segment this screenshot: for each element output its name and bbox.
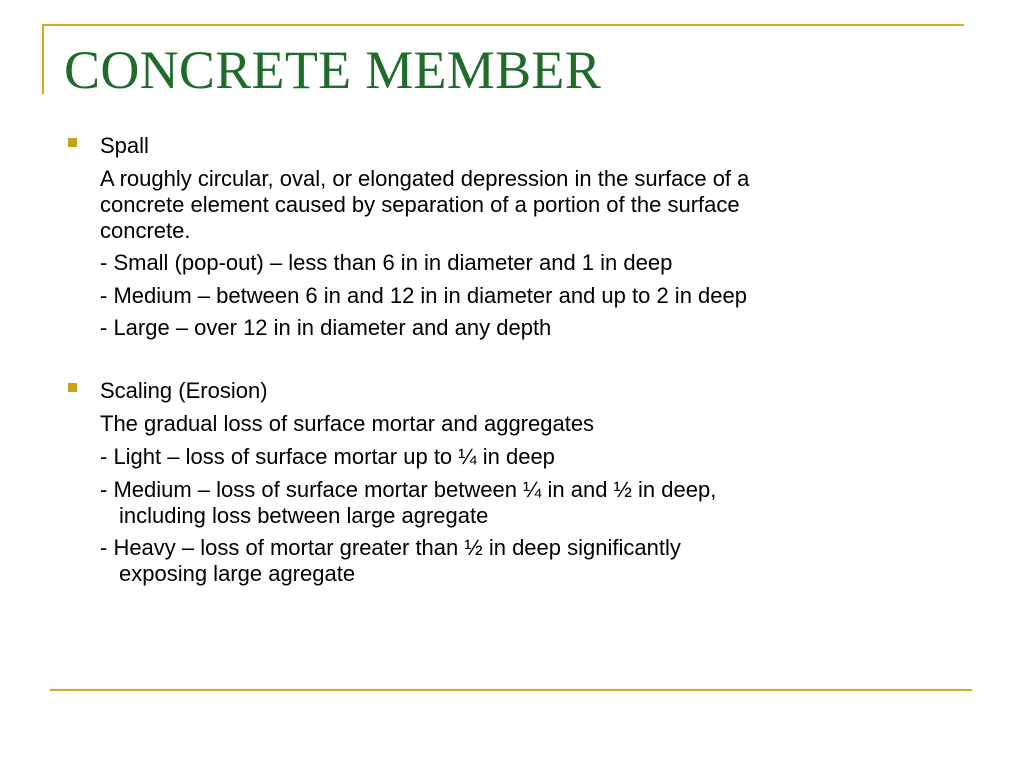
spall-definition-line: concrete element caused by separation of a portion of the surface bbox=[100, 192, 740, 217]
scaling-item-heavy-continued: exposing large agregate bbox=[119, 561, 356, 586]
section-heading-scaling: Scaling (Erosion) bbox=[100, 378, 268, 403]
spall-item-medium: - Medium – between 6 in and 12 in in diameter and up to 2 in deep bbox=[100, 283, 747, 308]
square-bullet-icon bbox=[68, 383, 77, 392]
spall-definition-line: A roughly circular, oval, or elongated depression in the surface of a bbox=[100, 166, 750, 191]
scaling-item-light: - Light – loss of surface mortar up to ¼ in deep bbox=[100, 444, 555, 469]
slide-title: CONCRETE MEMBER bbox=[64, 40, 602, 100]
spall-definition-line: concrete. bbox=[100, 218, 191, 243]
scaling-item-heavy: - Heavy – loss of mortar greater than ½ in deep significantly bbox=[100, 535, 681, 560]
top-border-line bbox=[42, 24, 964, 26]
spall-item-small: - Small (pop-out) – less than 6 in in diameter and 1 in deep bbox=[100, 250, 673, 275]
left-border-line bbox=[42, 24, 44, 94]
square-bullet-icon bbox=[68, 138, 77, 147]
section-heading-spall: Spall bbox=[100, 133, 149, 158]
scaling-definition-line: The gradual loss of surface mortar and aggregates bbox=[100, 411, 595, 436]
scaling-item-medium: - Medium – loss of surface mortar between ¼ in and ½ in deep, bbox=[100, 477, 717, 502]
spall-item-large: - Large – over 12 in in diameter and any depth bbox=[100, 315, 552, 340]
scaling-item-medium-continued: including loss between large agregate bbox=[119, 503, 489, 528]
bottom-border-line bbox=[50, 689, 972, 691]
